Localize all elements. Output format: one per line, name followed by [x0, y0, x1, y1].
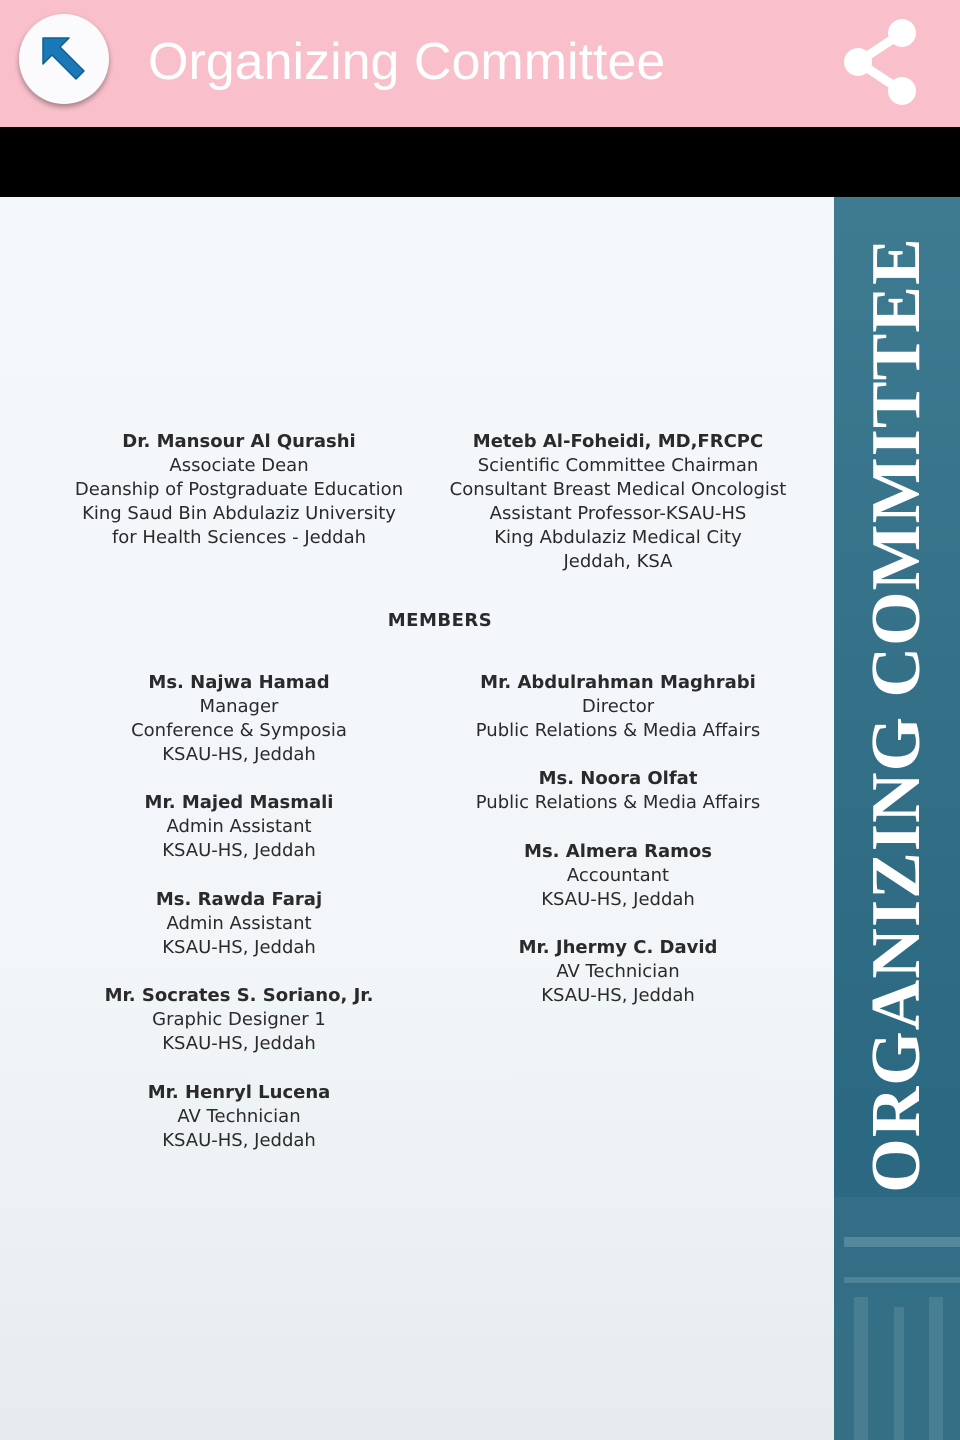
person-line: KSAU-HS, Jeddah: [162, 937, 316, 958]
person-name: Meteb Al-Foheidi, MD,FRCPC: [472, 431, 764, 452]
person-line: Deanship of Postgraduate Education: [74, 479, 404, 500]
person-name: Ms. Noora Olfat: [538, 768, 698, 789]
person-line: Public Relations & Media Affairs: [475, 720, 761, 741]
member-right-3: [408, 840, 828, 912]
member-left-5: [29, 1081, 449, 1153]
share-icon: [838, 15, 922, 109]
person-line: Conference & Symposia: [131, 720, 347, 741]
person-name: Ms. Almera Ramos: [524, 841, 712, 862]
member-left-3: [29, 888, 449, 960]
person-name: Mr. Abdulrahman Maghrabi: [480, 672, 756, 693]
banner-title: ORGANIZING COMMITTEE: [858, 237, 935, 1193]
member-left-1: [29, 671, 449, 767]
committee-list: [0, 197, 834, 1440]
brochure-page[interactable]: [0, 197, 960, 1440]
back-button[interactable]: [19, 14, 109, 104]
person-name: Mr. Jhermy C. David: [518, 937, 718, 958]
person-line: Associate Dean: [169, 455, 309, 476]
member-right-4: [408, 936, 828, 1008]
head-left: [29, 430, 449, 550]
person-line: KSAU-HS, Jeddah: [541, 985, 695, 1006]
person-line: for Health Sciences - Jeddah: [111, 527, 367, 548]
person-name: Mr. Henryl Lucena: [147, 1082, 331, 1103]
status-spacer: [0, 127, 960, 197]
member-left-2: [29, 791, 449, 863]
page-title: Organizing Committee: [148, 33, 666, 91]
person-line: KSAU-HS, Jeddah: [541, 889, 695, 910]
person-line: Public Relations & Media Affairs: [475, 792, 761, 813]
person-name: Mr. Majed Masmali: [144, 792, 334, 813]
person-name: Mr. Socrates S. Soriano, Jr.: [104, 985, 374, 1006]
person-line: Graphic Designer 1: [152, 1009, 326, 1030]
person-line: Accountant: [566, 865, 670, 886]
person-line: KSAU-HS, Jeddah: [162, 1033, 316, 1054]
back-arrow-icon: [39, 34, 89, 84]
head-right: [408, 430, 828, 574]
person-name: Ms. Najwa Hamad: [148, 672, 330, 693]
person-line: Admin Assistant: [166, 816, 312, 837]
person-line: KSAU-HS, Jeddah: [162, 744, 316, 765]
person-line: King Saud Bin Abdulaziz University: [82, 503, 396, 524]
member-right-2: [408, 767, 828, 815]
share-button[interactable]: [838, 15, 922, 109]
person-line: Admin Assistant: [166, 913, 312, 934]
person-line: AV Technician: [177, 1106, 301, 1127]
person-line: KSAU-HS, Jeddah: [162, 1130, 316, 1151]
member-left-4: [29, 984, 449, 1056]
person-name: Ms. Rawda Faraj: [155, 889, 323, 910]
members-heading: MEMBERS: [387, 610, 493, 631]
person-line: Assistant Professor-KSAU-HS: [489, 503, 747, 524]
person-line: Manager: [199, 696, 279, 717]
person-line: King Abdulaziz Medical City: [494, 527, 742, 548]
person-line: AV Technician: [556, 961, 680, 982]
person-line: Director: [581, 696, 655, 717]
side-banner: [834, 197, 960, 1440]
app-bar: [0, 0, 960, 127]
member-right-1: [408, 671, 828, 743]
person-name: Dr. Mansour Al Qurashi: [122, 431, 356, 452]
person-line: KSAU-HS, Jeddah: [162, 840, 316, 861]
person-line: Consultant Breast Medical Oncologist: [449, 479, 787, 500]
person-line: Jeddah, KSA: [563, 551, 673, 572]
person-line: Scientific Committee Chairman: [477, 455, 759, 476]
